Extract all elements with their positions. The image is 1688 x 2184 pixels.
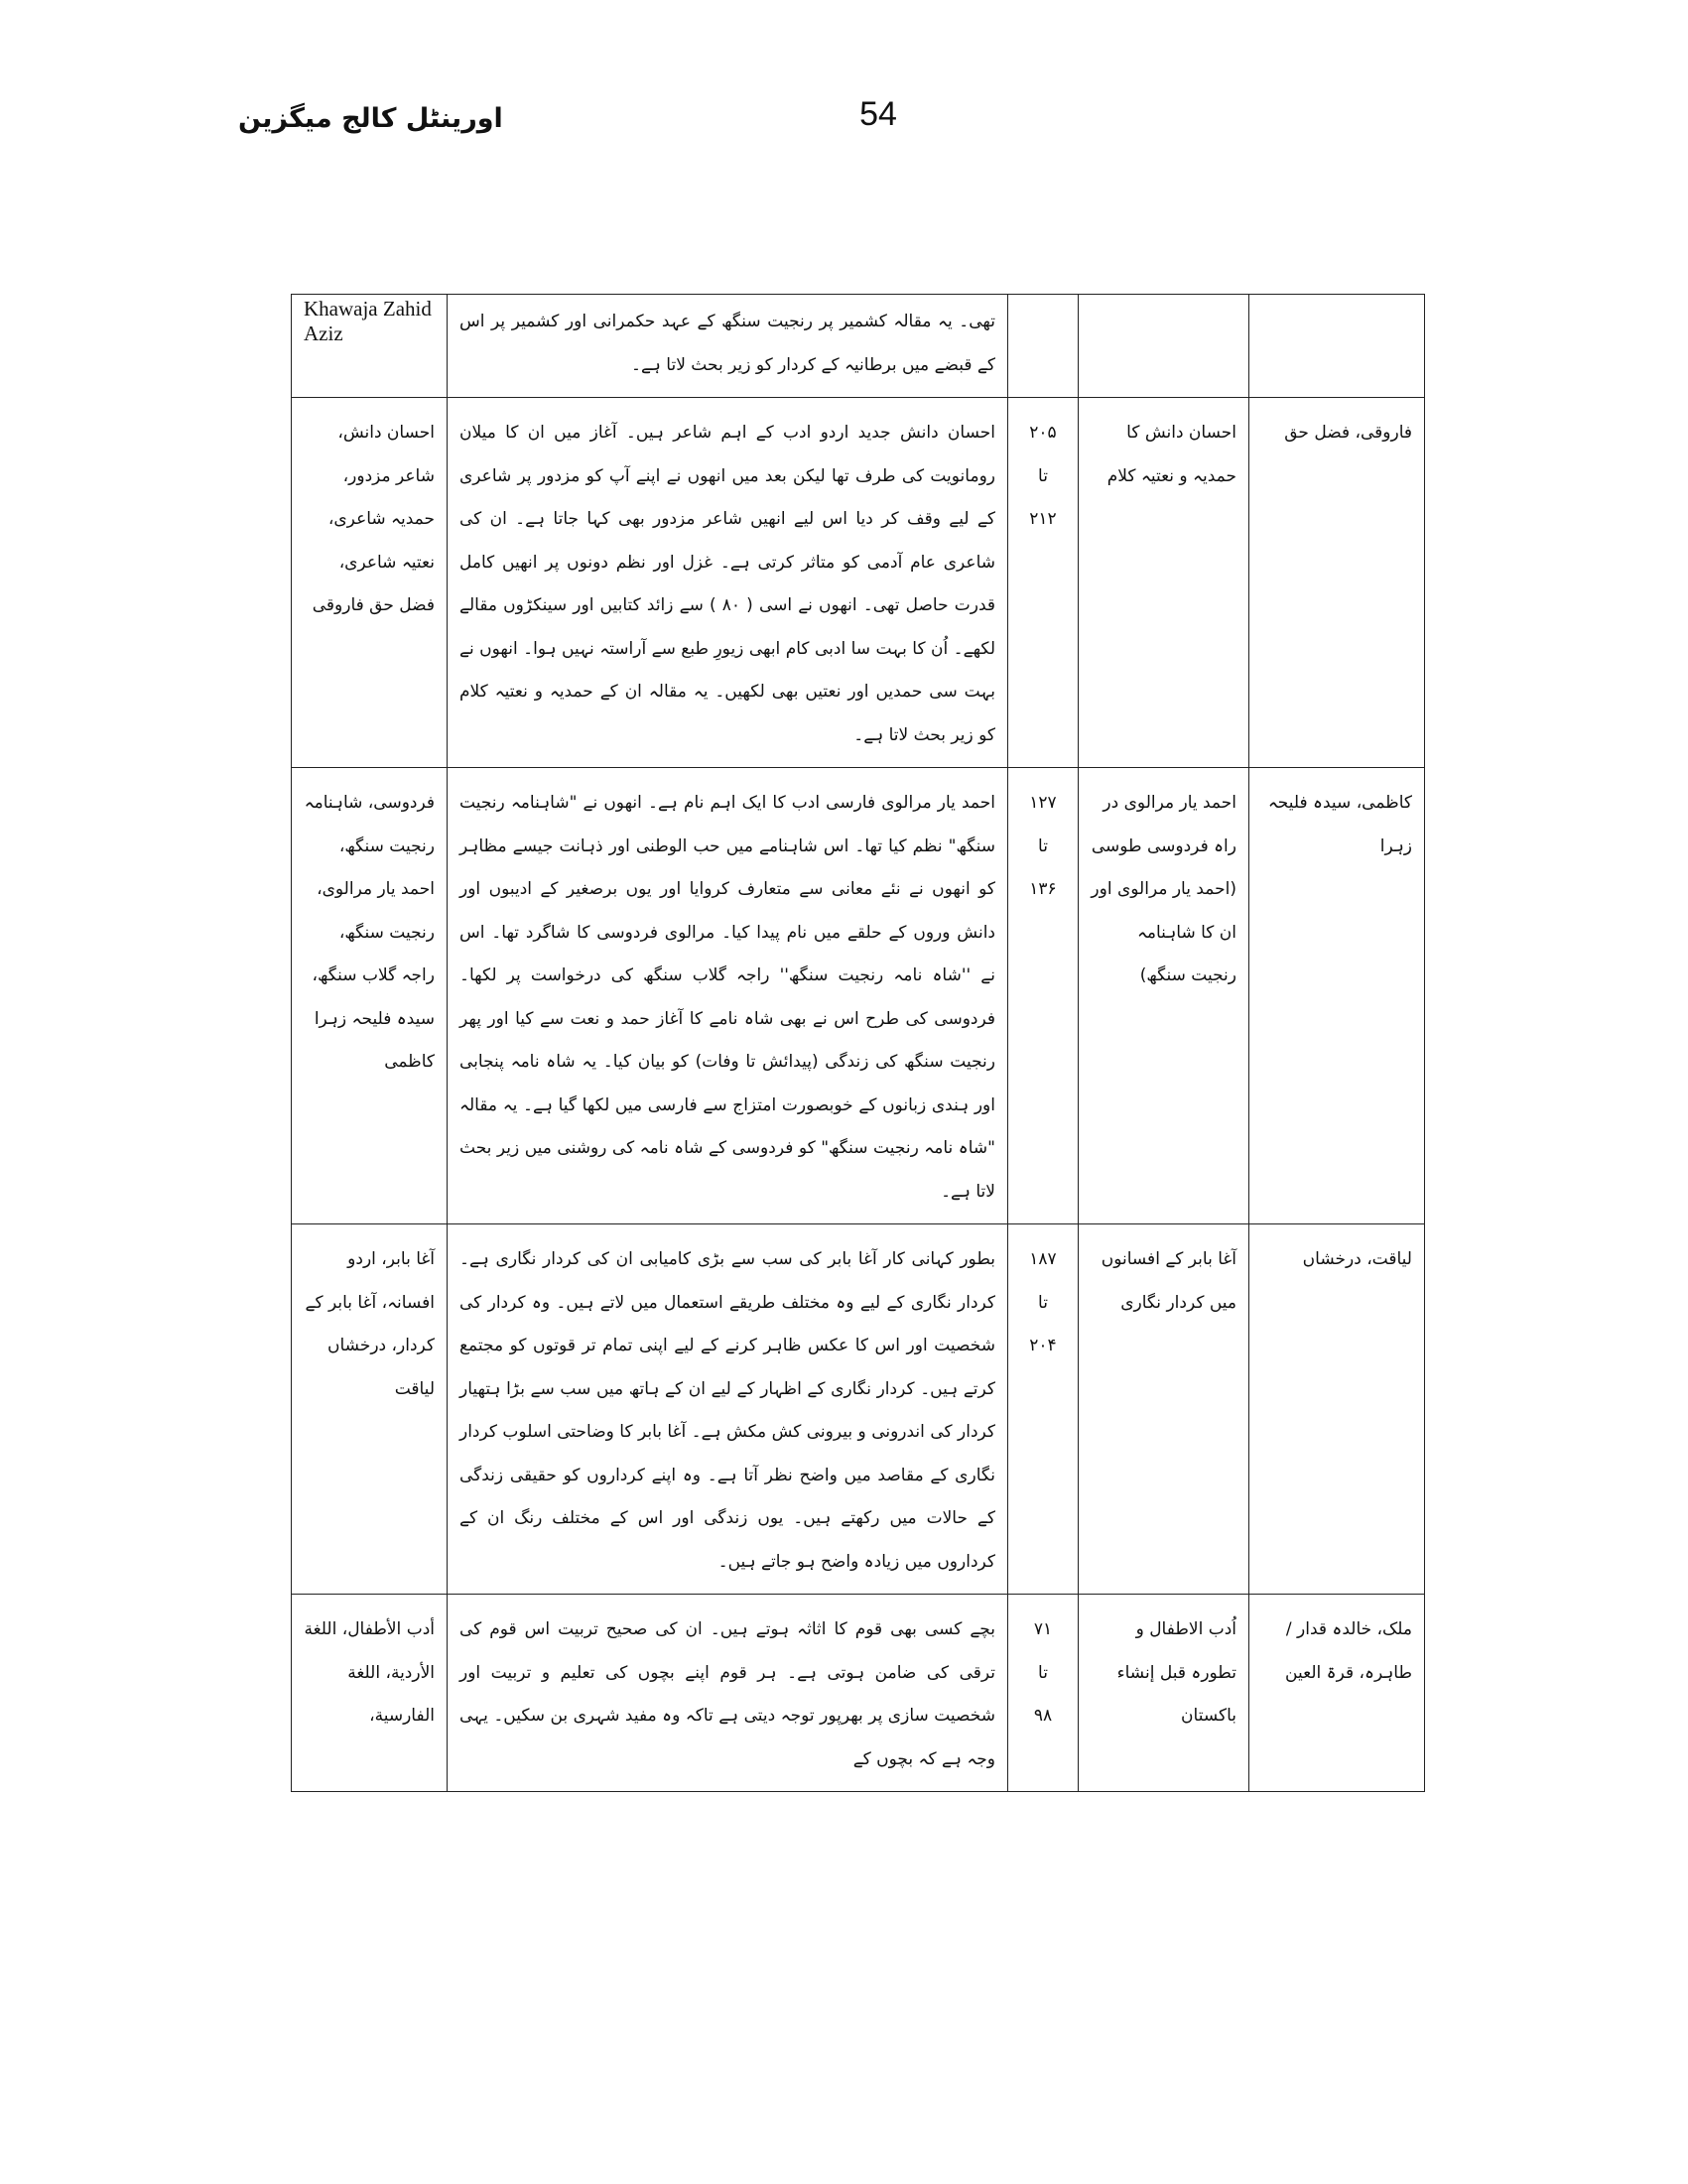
page-from: ۲۰۵ (1029, 423, 1057, 443)
page-to-word: تا (1038, 1292, 1048, 1313)
title-cell (1079, 295, 1249, 398)
author-cell: ملک، خالدہ قدار / طاہرہ، قرۃ العین (1249, 1595, 1425, 1792)
title-cell: احمد یار مرالوی در راہ فردوسی طوسی (احمد یار مرالوی اور ان کا شاہنامہ رنجیت سنگھ) (1079, 768, 1249, 1224)
page-to-word: تا (1038, 835, 1048, 856)
page-from: ۷۱ (1033, 1619, 1053, 1639)
keywords-cell: احسان دانش، شاعر مزدور، حمدیہ شاعری، نعتیہ شاعری، فضل حق فاروقی (292, 398, 448, 768)
author-cell (1249, 295, 1425, 398)
article-index-table-wrapper (291, 294, 1412, 1792)
abstract-cell: تھی۔ یہ مقالہ کشمیر پر رنجیت سنگھ کے عہد حکمرانی اور کشمیر پر اس کے قبضے میں برطانیہ کے کردار کو زیر بحث لاتا ہے۔ (448, 295, 1008, 398)
page-to: ۲۱۲ (1029, 509, 1057, 529)
pages-cell (1008, 295, 1079, 398)
page-to: ۱۳۶ (1029, 879, 1057, 899)
table-row (292, 1595, 1425, 1792)
author-cell: لیاقت، درخشاں (1249, 1224, 1425, 1595)
pages-cell (1008, 398, 1079, 768)
abstract-cell: بچے کسی بھی قوم کا اثاثہ ہوتے ہیں۔ ان کی صحیح تربیت اس قوم کی ترقی کی ضامن ہوتی ہے۔ ہر قوم اپنے بچوں کی تعلیم و تربیت اور شخصیت سازی پر بھرپور توجہ دیتی ہے تاکہ وہ مفید شہری بن سکیں۔ یہی وجہ ہے کہ بچوں کے (448, 1595, 1008, 1792)
title-cell: آغا بابر کے افسانوں میں کردار نگاری (1079, 1224, 1249, 1595)
page-from: ۱۲۷ (1029, 793, 1057, 813)
page-to-word: تا (1038, 465, 1048, 486)
abstract-cell: احسان دانش جدید اردو ادب کے اہم شاعر ہیں۔ آغاز میں ان کا میلان رومانویت کی طرف تھا لیکن بعد میں انھوں نے اپنے آپ کو مزدور پر شاعری کے لیے وقف کر دیا اس لیے انھیں شاعر مزدور بھی کہا جاتا ہے۔ ان کی شاعری عام آدمی کو متاثر کرتی ہے۔ غزل اور نظم دونوں پر انھیں کامل قدرت حاصل تھی۔ انھوں نے اسی ( ۸۰ ) سے زائد کتابیں اور سینکڑوں مقالے لکھے۔ اُن کا بہت سا ادبی کام ابھی زیورِ طبع سے آراستہ نہیں ہوا۔ انھوں نے بہت سی حمدیں اور نعتیں بھی لکھیں۔ یہ مقالہ ان کے حمدیہ و نعتیہ کلام کو زیر بحث لاتا ہے۔ (448, 398, 1008, 768)
journal-title: اورینٹل کالج میگزین (238, 103, 503, 134)
table-row (292, 1224, 1425, 1595)
keywords-cell: فردوسی، شاہنامہ رنجیت سنگھ، احمد یار مرالوی، رنجیت سنگھ، راجہ گلاب سنگھ، سیدہ فلیحہ زہرا کاظمی (292, 768, 448, 1224)
page-to: ۹۸ (1033, 1706, 1053, 1726)
title-cell: اُدب الاطفال و تطورہ قبل إنشاء باکستان (1079, 1595, 1249, 1792)
keywords-cell: أدب الأطفال، اللغة الأردية، اللغة الفارسية، (292, 1595, 448, 1792)
keywords-cell: آغا بابر، اردو افسانہ، آغا بابر کے کردار، درخشاں لیاقت (292, 1224, 448, 1595)
title-cell: احسان دانش کا حمدیہ و نعتیہ کلام (1079, 398, 1249, 768)
article-index-table (291, 294, 1425, 1792)
pages-cell (1008, 1224, 1079, 1595)
abstract-cell: احمد یار مرالوی فارسی ادب کا ایک اہم نام ہے۔ انھوں نے "شاہنامہ رنجیت سنگھ" نظم کیا تھا۔ اس شاہنامے میں حب الوطنی اور ذہانت جیسے مظاہر کو انھوں نے نئے معانی سے متعارف کروایا اور یوں برصغیر کے ادیبوں اور دانش وروں کے حلقے میں نام پیدا کیا۔ مرالوی فردوسی کا شاگرد تھا۔ اس نے ''شاہ نامہ رنجیت سنگھ'' راجہ گلاب سنگھ کی درخواست پر لکھا۔ فردوسی کی طرح اس نے بھی شاہ نامے کا آغاز حمد و نعت سے کیا اور پھر رنجیت سنگھ کی زندگی (پیدائش تا وفات) کو بیان کیا۔ یہ شاہ نامہ پنجابی اور ہندی زبانوں کے خوبصورت امتزاج سے فارسی میں لکھا گیا ہے۔ یہ مقالہ "شاہ نامہ رنجیت سنگھ" کو فردوسی کے شاہ نامہ کی روشنی میں زیر بحث لاتا ہے۔ (448, 768, 1008, 1224)
author-cell: کاظمی، سیدہ فلیحہ زہرا (1249, 768, 1425, 1224)
pages-cell (1008, 1595, 1079, 1792)
page-from: ۱۸۷ (1029, 1249, 1057, 1269)
table-row (292, 768, 1425, 1224)
pages-cell (1008, 768, 1079, 1224)
page-to: ۲۰۴ (1029, 1336, 1057, 1355)
page-to-word: تا (1038, 1662, 1048, 1683)
table-row (292, 295, 1425, 398)
table-row (292, 398, 1425, 768)
abstract-cell: بطور کہانی کار آغا بابر کی سب سے بڑی کامیابی ان کی کردار نگاری ہے۔ کردار نگاری کے لیے وہ مختلف طریقے استعمال میں لاتے ہیں۔ وہ کردار کی شخصیت اور اس کا عکس ظاہر کرنے کے لیے اپنی تمام تر قوتوں کو مجتمع کرتے ہیں۔ کردار نگاری کے اظہار کے لیے ان کے ہاتھ میں سب سے بڑا ہتھیار کردار کی اندرونی و بیرونی کش مکش ہے۔ آغا بابر کا وضاحتی اسلوب کردار نگاری کے مقاصد میں واضح نظر آتا ہے۔ وہ اپنے کرداروں کو حقیقی زندگی کے حالات میں رکھتے ہیں۔ یوں زندگی اور اس کے مختلف رنگ ان کے کرداروں میں زیادہ واضح ہو جاتے ہیں۔ (448, 1224, 1008, 1595)
keywords-cell: Khawaja Zahid Aziz (292, 295, 448, 398)
author-cell: فاروقی، فضل حق (1249, 398, 1425, 768)
page-number: 54 (859, 95, 897, 133)
